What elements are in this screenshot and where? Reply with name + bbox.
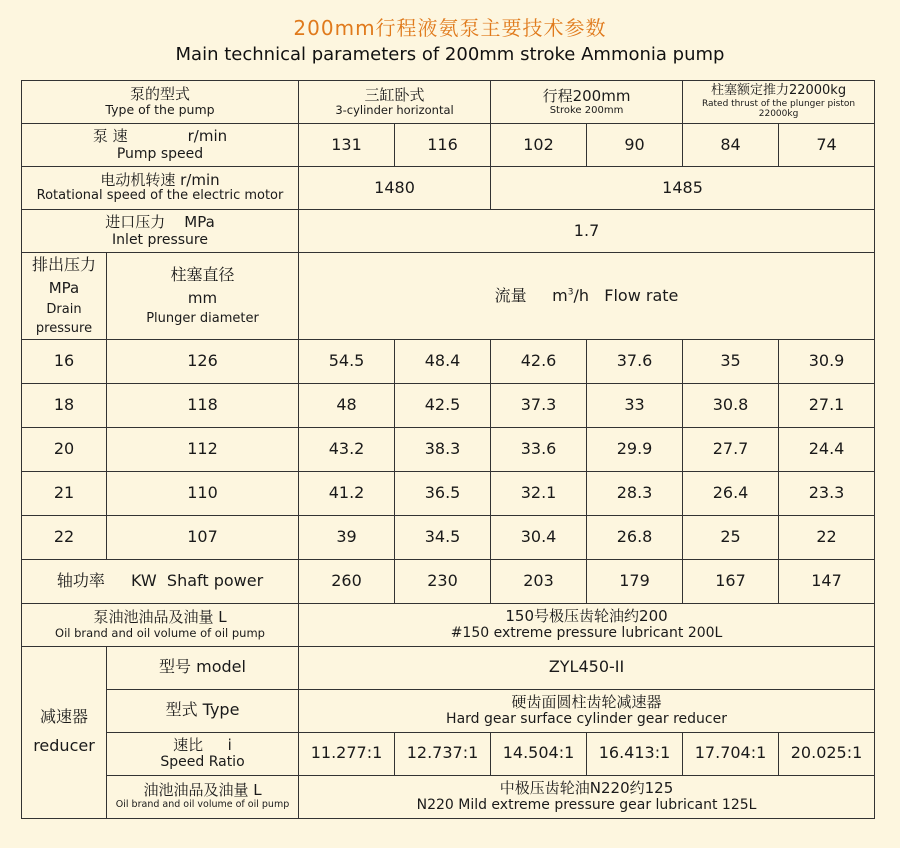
pump-speed-value: 116: [395, 124, 491, 167]
flow-value: 27.1: [779, 383, 875, 427]
speed-ratio-value: 11.277:1: [299, 732, 395, 775]
header-thrust-en: Rated thrust of the plunger piston 22000kg: [701, 99, 856, 120]
reducer-model-row: [22, 646, 875, 689]
header-stroke-en: Stroke 200mm: [549, 104, 624, 116]
shaft-power-value: 147: [779, 559, 875, 603]
type-label-cn: 泵的型式: [130, 85, 191, 104]
pump-speed-value: 102: [491, 124, 587, 167]
flow-value: 33: [587, 383, 683, 427]
reducer-type-value-en: Hard gear surface cylinder gear reducer: [446, 711, 727, 728]
reducer-oil-value-en: N220 Mild extreme pressure gear lubricant 125L: [416, 797, 757, 814]
inlet-unit: MPa: [184, 213, 215, 232]
flow-value: 32.1: [491, 471, 587, 515]
flow-value: 39: [299, 515, 395, 559]
table-row: [22, 339, 875, 383]
shaft-power-value: 260: [299, 559, 395, 603]
flow-value: 34.5: [395, 515, 491, 559]
flow-rate-unit-tail: /h: [573, 285, 589, 305]
pump-speed-label-cn: 泵 速: [92, 127, 128, 146]
flow-value: 30.8: [683, 383, 779, 427]
motor-speed-label-cn: 电动机转速 r/min: [100, 170, 220, 189]
table-row: [22, 515, 875, 559]
reducer-oil-label: [107, 775, 299, 818]
reducer-type-value-cn: 硬齿面圆柱齿轮减速器: [511, 692, 662, 711]
reducer-oil-value: [299, 775, 875, 818]
reducer-label: [22, 646, 107, 818]
motor-speed-value: 1485: [491, 167, 875, 210]
reducer-label-en: reducer: [33, 736, 95, 755]
oil-pump-value-en: #150 extreme pressure lubricant 200L: [450, 625, 723, 642]
pump-speed-value: 84: [683, 124, 779, 167]
speed-ratio-label-cn: 速比 i: [173, 735, 232, 754]
header-cylinder-cn: 三缸卧式: [364, 85, 425, 104]
flow-value: 41.2: [299, 471, 395, 515]
flow-rate-header: [299, 253, 875, 340]
flow-value: 26.4: [683, 471, 779, 515]
pump-speed-value: 90: [587, 124, 683, 167]
speed-ratio-row: [22, 732, 875, 775]
flow-value: 48.4: [395, 339, 491, 383]
shaft-power-label: 轴功率 KW Shaft power: [22, 559, 299, 603]
pump-speed-row: [22, 124, 875, 167]
reducer-oil-value-cn: 中极压齿轮油N220约125: [499, 778, 674, 797]
reducer-type-label: 型式 Type: [107, 689, 299, 732]
page-title: 200mm行程液氨泵主要技术参数: [293, 16, 607, 40]
drain-pressure-header: [22, 253, 107, 340]
speed-ratio-label-en: Speed Ratio: [160, 754, 245, 771]
flow-value: 33.6: [491, 427, 587, 471]
reducer-type-row: [22, 689, 875, 732]
flow-value: 25: [683, 515, 779, 559]
reducer-label-cn: 减速器: [39, 707, 88, 727]
motor-speed-label: [22, 167, 299, 210]
shaft-power-row: [22, 559, 875, 603]
parameters-table: [21, 80, 875, 819]
inlet-pressure-label: [22, 210, 299, 253]
shaft-power-value: 230: [395, 559, 491, 603]
plunger-diameter-value: 110: [107, 471, 299, 515]
flow-value: 28.3: [587, 471, 683, 515]
reducer-oil-row: [22, 775, 875, 818]
flow-value: 24.4: [779, 427, 875, 471]
reducer-oil-label-cn: 油池油品及油量 L: [143, 781, 262, 800]
shaft-power-value: 167: [683, 559, 779, 603]
speed-ratio-value: 16.413:1: [587, 732, 683, 775]
drain-pressure-unit: MPa: [48, 279, 80, 297]
pump-speed-value: 74: [779, 124, 875, 167]
flow-header-row: [22, 253, 875, 340]
motor-speed-label-en: Rotational speed of the electric motor: [36, 188, 284, 204]
flow-value: 27.7: [683, 427, 779, 471]
reducer-model-label: 型号 model: [107, 646, 299, 689]
flow-value: 29.9: [587, 427, 683, 471]
plunger-diameter-value: 126: [107, 339, 299, 383]
speed-ratio-value: 20.025:1: [779, 732, 875, 775]
header-thrust-cn: 柱塞额定推力22000kg: [710, 83, 847, 99]
table-header-row: [22, 81, 875, 124]
speed-ratio-value: 14.504:1: [491, 732, 587, 775]
drain-pressure-value: 22: [22, 515, 107, 559]
oil-pump-value: [299, 603, 875, 646]
type-label-en: Type of the pump: [105, 102, 215, 118]
flow-value: 42.6: [491, 339, 587, 383]
flow-value: 43.2: [299, 427, 395, 471]
pump-speed-label-en: Pump speed: [116, 145, 204, 162]
drain-pressure-value: 16: [22, 339, 107, 383]
header-cylinder-en: 3-cylinder horizontal: [335, 103, 454, 118]
flow-rate-unit: m: [552, 285, 568, 305]
reducer-oil-label-en: Oil brand and oil volume of oil pump: [115, 798, 290, 810]
drain-pressure-value: 20: [22, 427, 107, 471]
table-row: [22, 383, 875, 427]
inlet-label-en: Inlet pressure: [112, 231, 208, 248]
flow-rate-unit-sup: 3: [567, 287, 574, 298]
flow-value: 54.5: [299, 339, 395, 383]
flow-value: 30.9: [779, 339, 875, 383]
plunger-diameter-en: Plunger diameter: [146, 311, 259, 327]
oil-pump-label: [22, 603, 299, 646]
table-row: [22, 427, 875, 471]
oil-pump-label-en: Oil brand and oil volume of oil pump: [55, 625, 265, 640]
speed-ratio-value: 17.704:1: [683, 732, 779, 775]
flow-value: 26.8: [587, 515, 683, 559]
plunger-diameter-header: [107, 253, 299, 340]
drain-pressure-value: 21: [22, 471, 107, 515]
flow-rate-cn: 流量: [494, 285, 527, 305]
shaft-power-value: 203: [491, 559, 587, 603]
header-stroke-cn: 行程200mm: [542, 86, 631, 105]
flow-value: 37.6: [587, 339, 683, 383]
speed-ratio-label: [107, 732, 299, 775]
oil-pump-label-cn: 泵油池油品及油量 L: [93, 608, 227, 627]
pump-speed-unit: r/min: [187, 127, 228, 146]
flow-value: 23.3: [779, 471, 875, 515]
plunger-diameter-cn: 柱塞直径: [170, 264, 235, 284]
flow-value: 37.3: [491, 383, 587, 427]
flow-value: 42.5: [395, 383, 491, 427]
pump-speed-label: [22, 124, 299, 167]
flow-value: 35: [683, 339, 779, 383]
oil-pump-row: [22, 603, 875, 646]
flow-value: 36.5: [395, 471, 491, 515]
motor-speed-row: [22, 167, 875, 210]
oil-pump-value-cn: 150号极压齿轮油约200: [505, 606, 668, 625]
header-stroke-cell: [491, 81, 683, 124]
inlet-label-cn: 进口压力: [105, 213, 166, 232]
drain-pressure-value: 18: [22, 383, 107, 427]
header-thrust-cell: [683, 81, 875, 124]
shaft-power-value: 179: [587, 559, 683, 603]
flow-value: 48: [299, 383, 395, 427]
inlet-pressure-row: [22, 210, 875, 253]
reducer-type-value: [299, 689, 875, 732]
drain-pressure-cn: 排出压力: [31, 255, 96, 274]
page-subtitle: Main technical parameters of 200mm stroke Ammonia pump: [175, 44, 725, 65]
table-row: [22, 471, 875, 515]
header-cylinder-cell: [299, 81, 491, 124]
pump-speed-value: 131: [299, 124, 395, 167]
plunger-diameter-unit: mm: [187, 288, 218, 307]
flow-value: 38.3: [395, 427, 491, 471]
flow-value: 22: [779, 515, 875, 559]
motor-speed-value: 1480: [299, 167, 491, 210]
flow-rate-en: Flow rate: [604, 285, 679, 305]
reducer-model-value: ZYL450-II: [299, 646, 875, 689]
flow-value: 30.4: [491, 515, 587, 559]
drain-pressure-en: Drain pressure: [35, 301, 93, 336]
speed-ratio-value: 12.737:1: [395, 732, 491, 775]
plunger-diameter-value: 107: [107, 515, 299, 559]
plunger-diameter-value: 112: [107, 427, 299, 471]
inlet-pressure-value: 1.7: [299, 210, 875, 253]
type-label-cell: [22, 81, 299, 124]
plunger-diameter-value: 118: [107, 383, 299, 427]
